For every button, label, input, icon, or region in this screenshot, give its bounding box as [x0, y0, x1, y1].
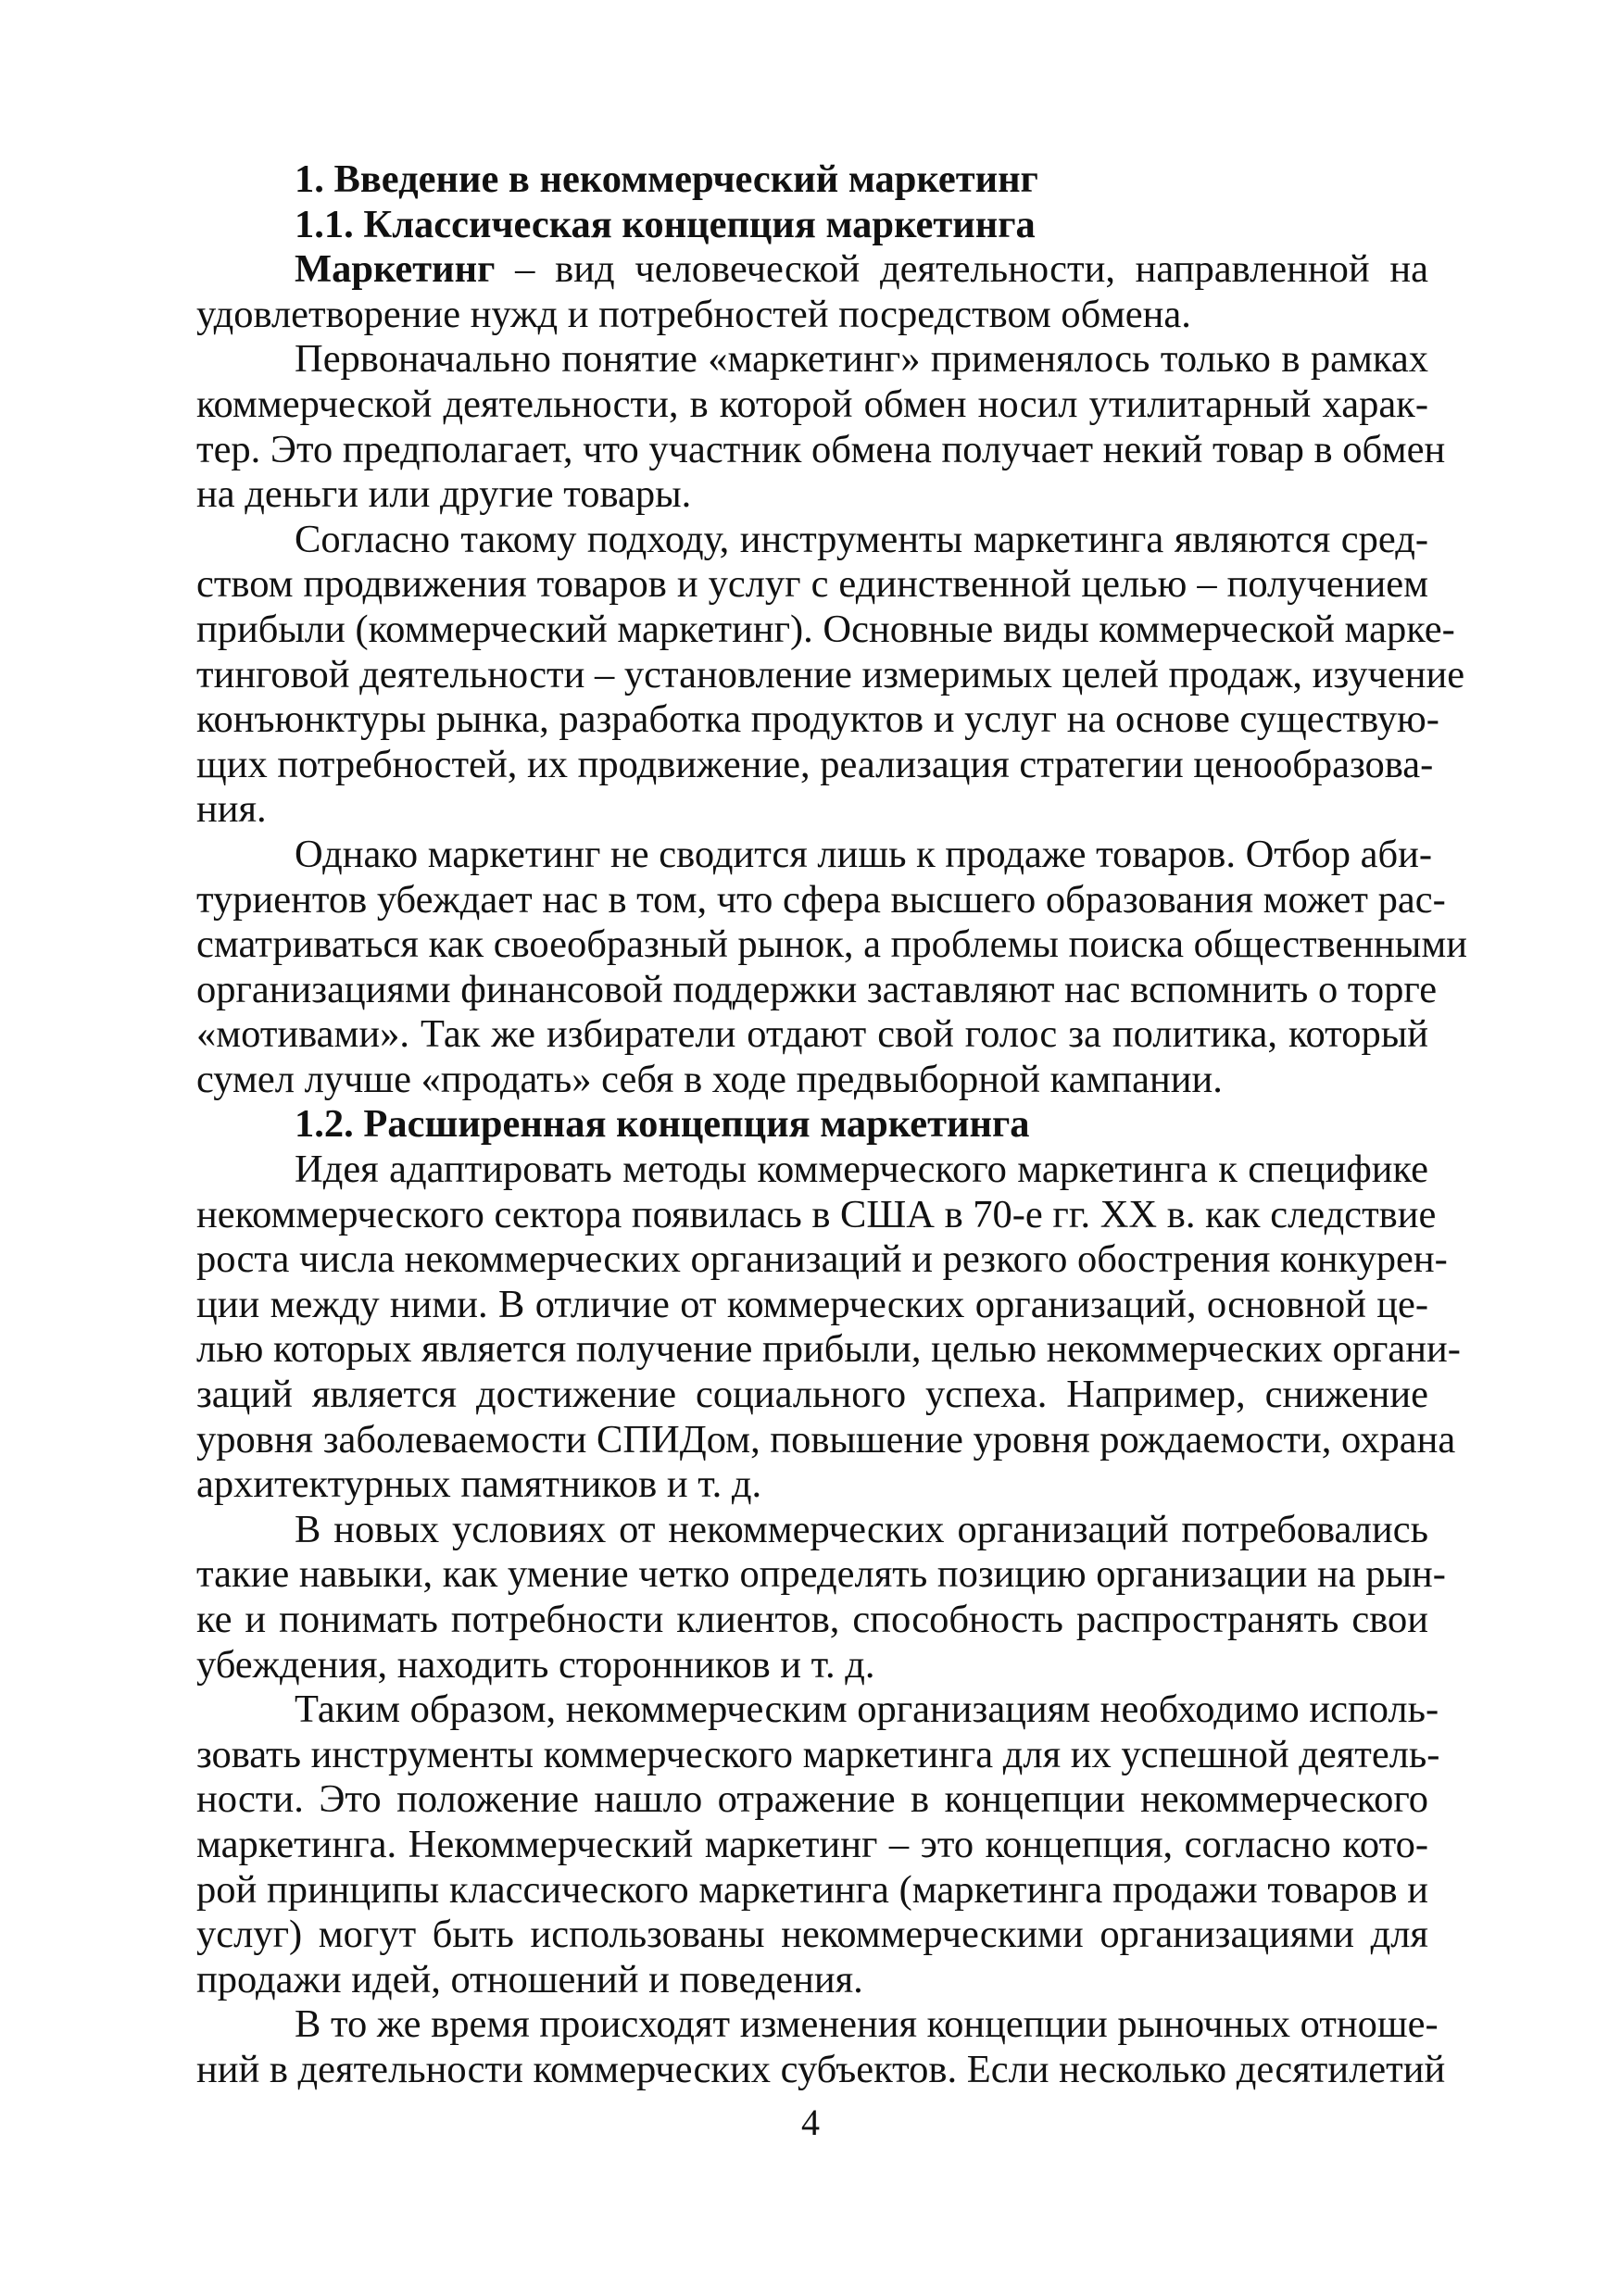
paragraph-line: В то же время происходят изменения концепции рыночных отноше- — [295, 2002, 1439, 2047]
paragraph-line: маркетинга. Некоммерческий маркетинг – это концепция, согласно кото- — [196, 1822, 1428, 1866]
paragraph-line: тинговой деятельности – установление измеримых целей продаж, изучение — [196, 652, 1465, 696]
section-heading-1-2: 1.2. Расширенная концепция маркетинга — [295, 1102, 1030, 1147]
paragraph-line: некоммерческого сектора появилась в США в 70-е гг. XX в. как следствие — [196, 1192, 1437, 1236]
paragraph-line: на деньги или другие товары. — [196, 472, 692, 517]
page-body — [196, 157, 1467, 2093]
paragraph-line: архитектурных памятников и т. д. — [196, 1462, 762, 1507]
paragraph-line: услуг) могут быть использованы некоммерческими организациями для — [196, 1913, 1428, 1957]
paragraph-line: сматриваться как своеобразный рынок, а проблемы поиска общественными — [196, 922, 1467, 967]
paragraph-line: ния. — [196, 787, 267, 832]
paragraph-line: Идея адаптировать методы коммерческого маркетинга к специфике — [295, 1148, 1428, 1192]
paragraph-line: ке и понимать потребности клиентов, способность распространять свои — [196, 1598, 1428, 1641]
paragraph-line: продажи идей, отношений и поведения. — [196, 1957, 863, 2001]
paragraph-line: ности. Это положение нашло отражение в концепции некоммерческого — [196, 1777, 1428, 1822]
paragraph-line: зовать инструменты коммерческого маркетинга для их успешной деятель- — [196, 1732, 1440, 1776]
paragraph-line: Однако маркетинг не сводится лишь к продаже товаров. Отбор аби- — [295, 832, 1433, 876]
definition-line: удовлетворение нужд и потребностей посредством обмена. — [196, 292, 1191, 336]
paragraph-line: лью которых является получение прибыли, целью некоммерческих органи- — [196, 1327, 1461, 1372]
paragraph-line: заций является достижение социального успеха. Например, снижение — [196, 1373, 1428, 1417]
section-heading-1-1: 1.1. Классическая концепция маркетинга — [295, 202, 1036, 246]
paragraph-line: ством продвижения товаров и услуг с единственной целью – получением — [196, 562, 1428, 607]
paragraph-line: Согласно такому подходу, инструменты маркетинга являются сред- — [295, 517, 1428, 561]
paragraph-line: В новых условиях от некоммерческих организаций потребовались — [295, 1507, 1428, 1551]
paragraph-line: ний в деятельности коммерческих субъектов. Если несколько десятилетий — [196, 2047, 1446, 2091]
paragraph-line: Таким образом, некоммерческим организациям необходимо исполь- — [295, 1687, 1439, 1732]
paragraph-line: убеждения, находить сторонников и т. д. — [196, 1642, 875, 1687]
paragraph-line: коммерческой деятельности, в которой обмен носил утилитарный харак- — [196, 382, 1428, 426]
paragraph-line: организациями финансовой поддержки заставляют нас вспомнить о торге — [196, 967, 1438, 1011]
page-number: 4 — [801, 2102, 820, 2143]
paragraph-line: роста числа некоммерческих организаций и резкого обострения конкурен- — [196, 1237, 1448, 1282]
paragraph-line: щих потребностей, их продвижение, реализация стратегии ценообразова- — [196, 742, 1434, 786]
paragraph-line: «мотивами». Так же избиратели отдают свой голос за политика, который — [196, 1012, 1428, 1057]
paragraph-line: рой принципы классического маркетинга (маркетинга продажи товаров и — [196, 1867, 1428, 1912]
paragraph-line: Первоначально понятие «маркетинг» применялось только в рамках — [295, 337, 1428, 382]
paragraph-line: тер. Это предполагает, что участник обмена получает некий товар в обмен — [196, 427, 1446, 471]
paragraph-line: такие навыки, как умение четко определять позицию организации на рын- — [196, 1552, 1446, 1597]
paragraph-line: сумел лучше «продать» себя в ходе предвыборной кампании. — [196, 1057, 1223, 1101]
paragraph-line: ции между ними. В отличие от коммерческих организаций, основной це- — [196, 1282, 1428, 1326]
paragraph-line: туриентов убеждает нас в том, что сфера высшего образования может рас- — [196, 877, 1446, 922]
paragraph-line: прибыли (коммерческий маркетинг). Основные виды коммерческой марке- — [196, 607, 1455, 651]
definition-term: Маркетинг — [295, 247, 496, 292]
paragraph-line: конъюнктуры рынка, разработка продуктов и услуг на основе существую- — [196, 697, 1439, 742]
definition-line — [196, 247, 1428, 293]
chapter-heading: 1. Введение в некоммерческий маркетинг — [295, 157, 1038, 201]
definition-text: – вид человеческой деятельности, направленной на — [495, 247, 1428, 292]
paragraph-line: уровня заболеваемости СПИДом, повышение уровня рождаемости, охрана — [196, 1417, 1456, 1462]
